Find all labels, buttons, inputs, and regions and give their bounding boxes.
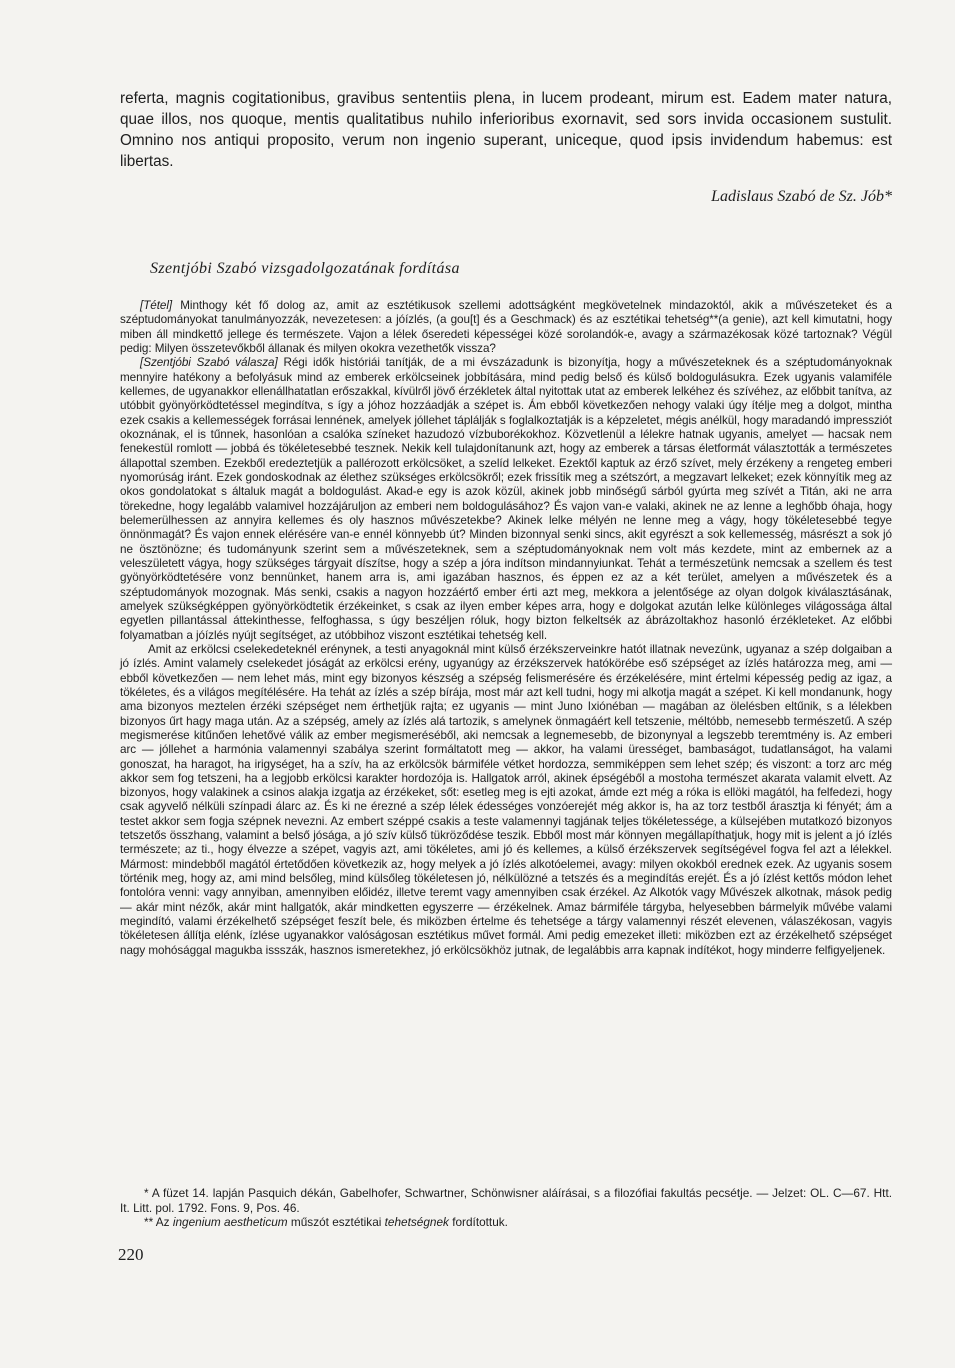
footnote-2 [120, 1215, 892, 1230]
footnote-2-part: fordítottuk. [448, 1215, 508, 1229]
footnote-2-term: ingenium aestheticum [172, 1215, 288, 1229]
footnote-2-part: műszót esztétikai [287, 1215, 385, 1229]
footnotes [120, 1186, 892, 1230]
thesis-label: [Tétel] [140, 299, 173, 312]
section-heading: Szentjóbi Szabó vizsgadolgozatának fordítása [150, 260, 460, 277]
paragraph-thesis [120, 299, 892, 356]
paragraph-taste: Amit az erkölcsi cselekedeteknél erénynek, a testi anyagoknál mint külső érzékszerveinkre hatót illatnak nevezünk, ugyanaz a szép dolgaiban a jó ízlés. Amint valamely cselekedet jóságát az erkölcsi erény, ugyanúgy az érzékszervek hatókörébe eső szépséget az ízlés határozza meg, ami — ebből következően — nem lehet más, mint egy bizonyos készség a szépség felismerésére és érzékelésére, mint értelmi képesség pedig az igaz, a tökéletes, és a világos megítélésére. Ha tehát az ízlés a szép bírája, most már azt kell tudni, hogy mi alkotja magát a szépet. Ki kell mondanunk, hogy ama bizonyos meztelen érzéki szépséget nem érthetjük rajta; ez ugyanis — mint Juno Ixiónéban — magában az ölelésben eltűnik, s a lélekben bizonyos űrt hagy maga után. Az a szépség, amely az ízlés alá tartozik, s amelynek önmagáért kell tetszenie, méltóbb, nemesebb természetű. A szép megismerése kitűnően lehetővé válik az ember megismeréséből, aki nemcsak a legnemesebb, de bizonynyal a legszebb teremtmény is. Az emberi arc — jóllehet a harmónia valamennyi szabálya szerint formáltatott meg — akkor, ha valami ürességet, bambaságot, tudatlanságot, ha valami gonoszat, ha haragot, ha irigységet, ha a szív, ha az erkölcsök bármiféle vétket hordozza, semmiképpen sem lehet szép; és viszont: a torz arc még akkor sem fog tetszeni, ha a legjobb erkölcsi karakter hordozója is. Hallgatok arról, akinek épségéből a mostoha természet akarata valamit elvett. Az bizonyos, hogy valakinek a csinos alakja izgatja az érzékeket, sőt: esetleg meg is ejti azokat, ámde ezt még a róka is ellöki magától, ha felfedezi, hogy csak agyvelő nélküli színpadi álarc az. És ki ne érezné a szép lélek édességes vonzóerejét még akkor is, ha az torz testből árasztja ki fényét; ám a testet akkor sem fogja szépnek nevezni. Az embert széppé csakis a teste valamennyi tagjának teljes tökéletessége, a külsejében mutatkozó bizonyos tetszetős összhang, valamint a belső jósága, a jó szív külső tükröződése teszik. Ebből most már könnyen megállapíthatjuk, hogy mit is jelent a jó ízlés természete; az ti., hogy élvezze a szépet, vagyis azt, ami tökéletes, ami jó és kellemes, a külső érzékszervek segítségével fogva fel azt a lélekkel. Mármost: mindebből magától értetődően következik az, hogy melyek a jó ízlés alkotóelemei, avagy: milyen okokból erednek ezek. Az ugyanis sosem történik meg, hogy az, ami mind belsőleg, mind külsőleg tökéletesen jó, nélkülözné a tetszés és a megindítás erejét. És a jó ízlést kettős módon lehet fontolóra venni: vagy annyiban, amennyiben előidéz, illetve teremt vagy amennyiben csak érzékel. Az Alkotók vagy Művészek alkotnak, mások pedig — akár mint nézők, akár mint hallgatók, akár mindketten egyszerre — érzékelnek. Amaz bármiféle tárgyba, helyesebben bármelyik művébe valami megindító, valami érzékelhető szépséget feszít bele, és miközben értelme és tehetsége a tárgy valamennyi részét elevenen, válaszékosan, vagyis tökéletesen állítja elénk, ízlése ugyanakkor valóságosan esztétikus művet formál. Ami pedig emezeket illeti: miközben ezt az érzékelhető szépséget nagy mohósággal magukba issszák, hasznos ismeretekhez, jó erkölcsökhöz jutnak, de legalábbis arra kapnak indítékot, hogy minderre felfigyeljenek. [120, 642, 892, 957]
footnote-2-part: ** Az [144, 1215, 173, 1229]
footnote-1: * A füzet 14. lapján Pasquich dékán, Gabelhofer, Schwartner, Schönwisner aláírásai, s a filozófiai fakultás pecsétje. — Jelzet: OL. C—67. Htt. It. Litt. pol. 1792. Fons. 9, Pos. 46. [120, 1186, 892, 1215]
signature: Ladislaus Szabó de Sz. Jób* [711, 188, 892, 205]
footnote-2-term: tehetségnek [384, 1215, 449, 1229]
answer-text: Régi idők históriái tanítják, de a mi évszázadunk is bizonyítja, hogy a művészeteknek és a széptudományoknak mennyire hatékony a befolyásuk mind az emberek erkölcseinek jobbítására, mind pedig belső és külső boldogulásukra. Ezek ugyanis valamiféle kellemes, de ugyanakkor ellenállhatatlan erőszakkal, kívülről jövő érzékletek által nyitottak utat az emberek lelkéhez és szívéhez, az előbbit tanítva, az utóbbit gyönyörködtetéssel megindítva, s így a jóhoz hozzáadják a szépet is. Ám ebből következően nehogy valaki úgy ítélje meg a dolgot, mintha ezek csakis a kellemességek forrásai lennének, amelyek jóllehet táplálják s foglalkoztatják is a képzeletet, mégis anélkül, hogy maradandó impressziót okoznának, el is tűnnek, hasonlóan a csalóka színeket hazudozó vízbuborékokhoz. Közvetlenül a lélekre hatnak ugyanis, amelyet — hacsak nem fenekestül romlott — jobbá és tökéletesebbé tesznek. Nekik kell tulajdonítanunk azt, hogy az emberek a társas életformát választották a természetes állapottal szemben. Ezekből eredeztetjük a pallérozott erkölcsöket, a szelíd lelkeket. Ezektől kaptuk az érző szívet, mely érzékeny a rengeteg emberi nyomorúság iránt. Ezek gondoskodnak az élethez szükséges erkölcsökről; ezek frissítik meg a szétszórt, a megzavart lelkeket; ezek könnyítik meg az okos gondolatokat s általuk magát a boldogulást. Akad-e egy is azok közül, akinek jobb minőségű sárból gyúrta meg szívét a Titán, aki ne arra törekedne, hogy legalább valamivel hozzájáruljon az emberi nem boldogulásához? És vajon van-e valaki, akinek ne az lenne a leghőbb óhaja, hogy belemerülhessen az annyira kellemes és oly hasznos művészetekbe? Akinek lelke mélyén ne lenne meg a vágy, hogy tökéletesebbé tegye önnönmagát? És vajon ennek elérésére van-e ennél könnyebb út? Minden bizonnyal senki sincs, akit egyrészt a sok kellemesség, másrészt a sok jó ne ösztönözne; és tudományunk szerint sem a művészeteknek, sem a széptudományoknak nem volt más kezdete, mint az embernek az a veleszületett vágya, hogy szükséges tárgyait díszítse, hogy a szép a jóra indítson mindannyiunkat. Tehát a természetünk nemcsak a szellem és test gyönyörködtetésére vonz bennünket, hanem arra is, ami igazában hasznos, és éppen ez az a két terület, amelyen a művészetek és a széptudományok mozognak. Más senki, csakis a nagyon hozzáértő ember érti azt meg, mekkora a jelentősége az olyan dolgok kiválasztásának, amelyek szükségképpen gyönyörködtetik érzékeinket, s csak az ilyen ember képes arra, hogy e dolgokat azután lelke különleges világossága által egyetlen pillantással áttekinthesse, felfoghassa, s úgy beszéljen róluk, hogy bizton felkeltsék az ábrázoltakhoz hasonló érzékleteket. Az előbbi folyamatban a jóízlés nyújt segítséget, az utóbbihoz viszont esztétikai tehetség kell. [120, 356, 892, 642]
page-content [120, 88, 892, 958]
latin-paragraph: referta, magnis cogitationibus, gravibus sententiis plena, in lucem prodeant, mirum est. Eadem mater natura, quae illos, nos quoque, mentis qualitatibus nuhilo inferioribus exornavit, sed sors invida occasionem sustulit. Omnino nos antiqui proposito, verum non ingenio superant, uniceque, quod ipsis invidendum habemus: est libertas. [120, 90, 892, 170]
body-text [120, 299, 892, 958]
page-number: 220 [118, 1245, 144, 1264]
answer-label: [Szentjóbi Szabó válasza] [140, 356, 278, 370]
thesis-text: Minthogy két fő dolog az, amit az esztétikusok szellemi adottságként megkövetelnek mindazoktól, akik a művészeteket és a széptudományokat tanulmányozzák, nevezetesen: a jóízlés, (a gou[t] és a Geschmack) és az esztétikai tehetség**(a genie), azt kell kimutatni, hogy miben áll mindkettő jellege és természete. Vajon a lélek őseredeti képességei közé sorolandók-e, avagy a származékosak közé tartoznak? Végül pedig: Milyen összetevőkből állanak és milyen okokra vezethetők vissza? [120, 299, 892, 355]
paragraph-answer [120, 356, 892, 643]
